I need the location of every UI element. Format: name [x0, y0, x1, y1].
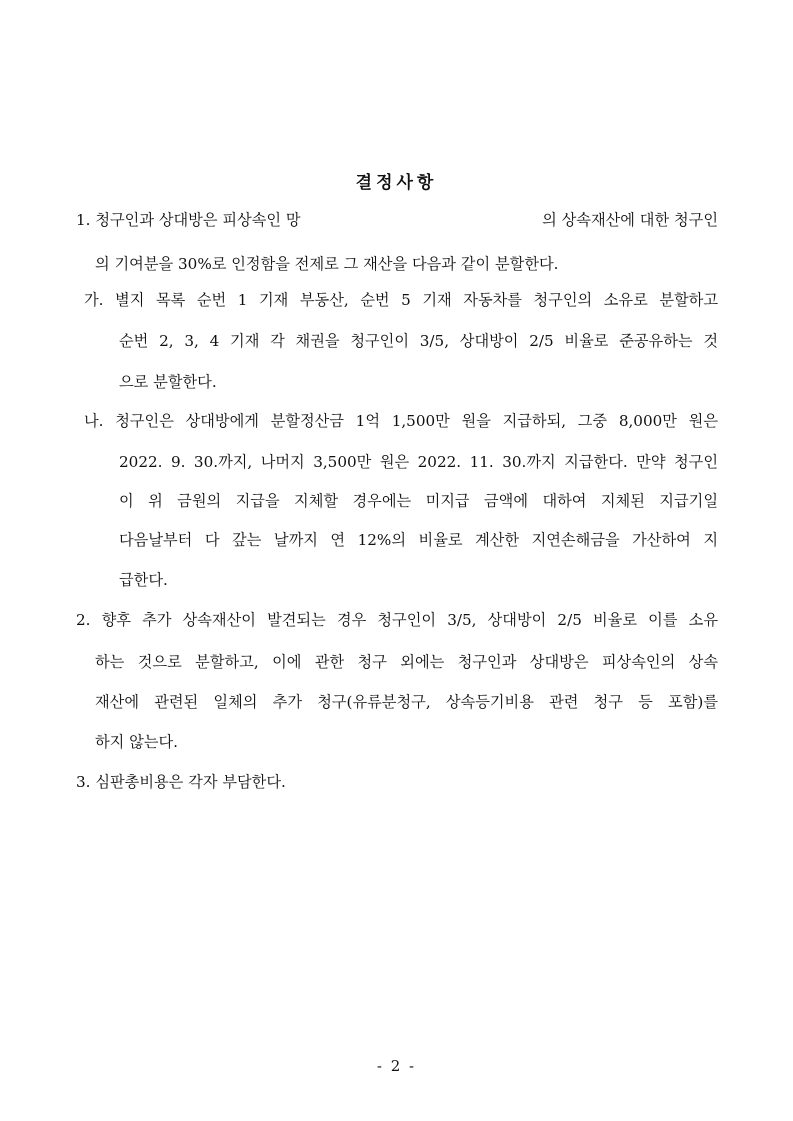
- page-number: - 2 -: [376, 1057, 417, 1075]
- item-1-na-line-5: 급한다.: [119, 571, 168, 589]
- item-3-line-1: 3. 심판총비용은 각자 부담한다.: [76, 773, 286, 791]
- item-1-text-start: 1. 청구인과 상대방은 피상속인 망: [76, 211, 301, 229]
- item-2-line-2: 하는 것으로 분할하고, 이에 관한 청구 외에는 청구인과 상대방은 피상속인의 상속: [95, 653, 718, 671]
- item-1-ga-line-3: 으로 분할한다.: [119, 373, 217, 391]
- item-1-ga-line-2: 순번 2, 3, 4 기재 각 채권을 청구인이 3/5, 상대방이 2/5 비율로 준공유하는 것: [119, 332, 718, 350]
- item-1-na-line-4: 다음날부터 다 갚는 날까지 연 12%의 비율로 계산한 지연손해금을 가산하여 지: [119, 531, 718, 549]
- item-1-na-line-2: 2022. 9. 30.까지, 나머지 3,500만 원은 2022. 11. 30.까지 지급한다. 만약 청구인: [119, 453, 718, 471]
- item-2-line-3: 재산에 관련된 일체의 추가 청구(유류분청구, 상속등기비용 관련 청구 등 포함)를: [95, 693, 718, 711]
- item-1-na-line-3: 이 위 금원의 지급을 지체할 경우에는 미지급 금액에 대하여 지체된 지급기일: [119, 492, 718, 510]
- item-1-line-2: 의 기여분을 30%로 인정함을 전제로 그 재산을 다음과 같이 분할한다.: [95, 255, 559, 273]
- item-2-line-1: 2. 향후 추가 상속재산이 발견되는 경우 청구인이 3/5, 상대방이 2/5 비율로 이를 소유: [76, 611, 718, 629]
- item-1-text-end: 의 상속재산에 대한 청구인: [542, 211, 718, 229]
- item-1-line-1: [76, 210, 718, 232]
- item-2-line-4: 하지 않는다.: [95, 733, 179, 751]
- section-title: 결정사항: [355, 173, 438, 193]
- item-1-na-line-1: 나. 청구인은 상대방에게 분할정산금 1억 1,500만 원을 지급하되, 그중 8,000만 원은: [84, 412, 718, 430]
- item-1-ga-line-1: 가. 별지 목록 순번 1 기재 부동산, 순번 5 기재 자동차를 청구인의 소유로 분할하고: [84, 291, 718, 309]
